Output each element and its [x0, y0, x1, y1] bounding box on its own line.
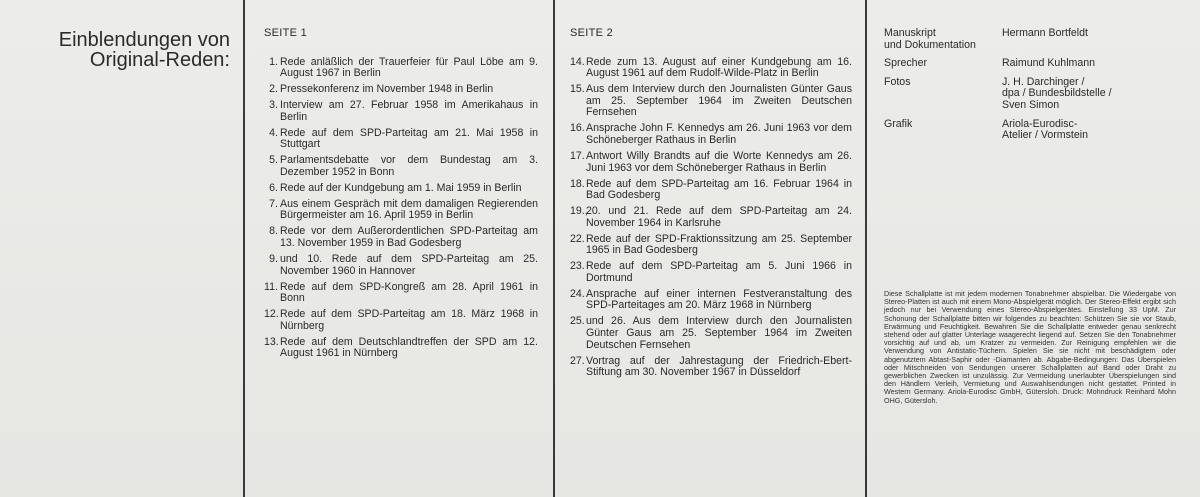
- item-text: und 26. Aus dem Interview durch den Journalisten Günter Gaus am 25. September 1964 im Zweiten Deutschen Fernsehen: [586, 315, 852, 351]
- side-2-heading: SEITE 2: [570, 27, 614, 39]
- item-number: 25.: [570, 315, 585, 328]
- item-text: Rede auf dem SPD-Parteitag am 21. Mai 1958 in Stuttgart: [280, 126, 538, 151]
- item-text: Rede auf dem SPD-Parteitag am 18. März 1968 in Nürnberg: [280, 308, 538, 332]
- credit-role: Sprecher: [884, 57, 927, 70]
- divider-right: [865, 0, 867, 497]
- item-text: Rede auf dem SPD-Kongreß am 28. April 1961 in Bonn: [280, 280, 538, 305]
- list-item: [570, 84, 852, 119]
- side-1-list: [264, 57, 538, 360]
- item-text: Rede vor dem Außerordentlichen SPD-Parteitag am 13. November 1959 in Bad Godesberg: [280, 225, 538, 250]
- item-text: Rede auf dem Deutschlandtreffen der SPD am 12. August 1961 in Nürnberg: [280, 335, 538, 360]
- list-item: [264, 199, 538, 222]
- list-item: [570, 206, 852, 229]
- list-item: [264, 254, 538, 277]
- item-number: 7.: [269, 197, 278, 210]
- item-text: Rede auf dem SPD-Parteitag am 5. Juni 1966 in Dortmund: [586, 260, 852, 284]
- item-number: 9.: [269, 253, 278, 266]
- list-item: [570, 261, 852, 284]
- item-number: 12.: [264, 308, 279, 321]
- item-text: Rede auf dem SPD-Parteitag am 16. Februar 1964 in Bad Godesberg: [586, 177, 852, 202]
- list-item: [570, 151, 852, 174]
- credit-row: [884, 28, 1184, 51]
- title-line-1: Einblendungen von: [58, 29, 230, 51]
- divider-middle: [553, 0, 555, 497]
- credit-name: Hermann Bortfeldt: [1002, 27, 1088, 39]
- list-item: [570, 234, 852, 257]
- item-number: 3.: [269, 99, 278, 112]
- list-item: [570, 123, 852, 146]
- page-title: [30, 30, 230, 70]
- credit-name: Raimund Kuhlmann: [1002, 57, 1096, 70]
- side-2-column: [570, 28, 852, 383]
- item-number: 27.: [570, 354, 585, 367]
- item-text: Rede anläßlich der Trauerfeier für Paul Löbe am 9. August 1967 in Berlin: [280, 55, 538, 80]
- list-item: [570, 356, 852, 379]
- list-item: [264, 57, 538, 80]
- credit-row: [884, 58, 1184, 70]
- item-number: 6.: [269, 181, 278, 194]
- credit-role: Manuskript und Dokumentation: [884, 27, 976, 51]
- list-item: [570, 179, 852, 202]
- item-number: 13.: [264, 335, 279, 348]
- list-item: [570, 316, 852, 351]
- item-text: Rede auf der Kundgebung am 1. Mai 1959 in Berlin: [280, 181, 522, 194]
- title-line-2: Original-Reden:: [89, 49, 230, 71]
- side-2-list: [570, 57, 852, 379]
- list-item: [570, 57, 852, 80]
- credit-name: Ariola-Eurodisc- Atelier / Vormstein: [1002, 117, 1088, 142]
- item-number: 4.: [269, 126, 278, 139]
- list-item: [264, 309, 538, 332]
- list-item: [570, 289, 852, 312]
- item-text: Antwort Willy Brandts auf die Worte Kennedys am 26. Juni 1963 vor dem Schöneberger Rathaus in Berlin: [586, 149, 852, 174]
- item-number: 8.: [269, 225, 278, 238]
- list-item: [264, 155, 538, 178]
- list-item: [264, 128, 538, 151]
- item-text: und 10. Rede auf dem SPD-Parteitag am 25. November 1960 in Hannover: [280, 253, 538, 277]
- item-number: 16.: [570, 122, 585, 135]
- item-number: 5.: [269, 154, 278, 167]
- item-number: 19.,: [570, 205, 588, 218]
- item-text: Pressekonferenz im November 1948 in Berlin: [280, 83, 494, 96]
- credits-block: [884, 28, 1184, 149]
- item-number: 23.: [570, 260, 585, 273]
- item-text: Rede auf der SPD-Fraktionssitzung am 25. September 1965 in Bad Godesberg: [586, 232, 852, 257]
- item-text: Ansprache auf einer internen Festveranstaltung des SPD-Parteitages am 20. März 1968 in Nürnberg: [586, 287, 852, 312]
- credit-role: Fotos: [884, 75, 911, 88]
- item-text: 20. und 21. Rede auf dem SPD-Parteitag am 24. November 1964 in Karlsruhe: [586, 205, 852, 229]
- side-1-column: [264, 28, 538, 364]
- list-item: [264, 226, 538, 249]
- item-number: 22.: [570, 232, 585, 245]
- item-number: 24.: [570, 287, 585, 300]
- item-number: 11.: [264, 280, 278, 293]
- item-text: Aus dem Interview durch den Journalisten Günter Gaus am 25. September 1964 im Zweiten Deutschen Fernsehen: [586, 83, 852, 119]
- item-number: 15.: [570, 83, 585, 96]
- item-text: Ansprache John F. Kennedys am 26. Juni 1963 vor dem Schöneberger Rathaus in Berlin: [586, 122, 852, 146]
- item-text: Vortrag auf der Jahrestagung der Friedrich-Ebert-Stiftung am 30. November 1967 in Düsseldorf: [586, 354, 852, 379]
- list-item: [264, 84, 538, 96]
- item-text: Parlamentsdebatte vor dem Bundestag am 3. Dezember 1952 in Bonn: [280, 154, 538, 178]
- playback-notice: Diese Schallplatte ist mit jedem modernen Tonabnehmer abspielbar. Die Wiedergabe von Stereo-Platten ist auch mit einem Mono-Abspielgerät möglich. Der Stereo-Effekt ergibt sich jedoch nur bei Verwendung eines Stereo-Abspielgerätes. Einstellung 33 UpM. Zur Schonung der Schallplatte bitten wir folgendes zu beachten: Schützen Sie sie vor Staub, Erwärmung und Feuchtigkeit. Bewahren Sie die Schallplatte entweder genau senkrecht stehend oder auf glatter Unterlage waagerecht liegend auf. Setzen Sie den Tonabnehmer vorsichtig auf und ab, um Kratzer zu vermeiden. Zur Reinigung empfehlen wir die Verwendung von Antistatic-Tüchern. Spielen Sie sie nicht mit beschädigtem oder abgenutztem Abtast-Saphir oder -Diamanten ab. Abgabe-Bedingungen: Das Überspielen oder Mitschneiden von Sendungen unserer Schallplatten auf Band oder Draht zu gewerblichen Zwecken ist unzulässig. Zur Vermeidung unerlaubter Überspielungen sind den Händlern Verleih, Vermietung und Auswahlsendungen nicht gestattet. Printed in Western Germany. Ariola-Eurodisc GmbH, Gütersloh. Druck: Mohndruck Reinhard Mohn OHG, Gütersloh.: [884, 289, 1176, 405]
- item-text: Aus einem Gespräch mit dem damaligen Regierenden Bürgermeister am 16. April 1959 in Berlin: [280, 197, 538, 222]
- item-number: 17.: [570, 149, 585, 162]
- item-text: Rede zum 13. August auf einer Kundgebung am 16. August 1961 auf dem Rudolf-Wilde-Platz in Berlin: [586, 55, 852, 80]
- divider-left: [243, 0, 245, 497]
- credit-name: J. H. Darchinger / dpa / Bundesbildstelle / Sven Simon: [1002, 75, 1112, 111]
- item-number: 2.: [269, 83, 278, 96]
- credit-row: [884, 77, 1184, 112]
- item-number: 1.: [269, 55, 278, 68]
- list-item: [264, 183, 538, 195]
- item-number: 14.: [570, 55, 585, 68]
- list-item: [264, 337, 538, 360]
- credit-role: Grafik: [884, 117, 913, 130]
- item-text: Interview am 27. Februar 1958 im Amerikahaus in Berlin: [280, 99, 538, 123]
- list-item: [264, 282, 538, 305]
- item-number: 18.: [570, 177, 585, 190]
- side-1-heading: SEITE 1: [264, 27, 308, 39]
- credit-row: [884, 119, 1184, 142]
- list-item: [264, 100, 538, 123]
